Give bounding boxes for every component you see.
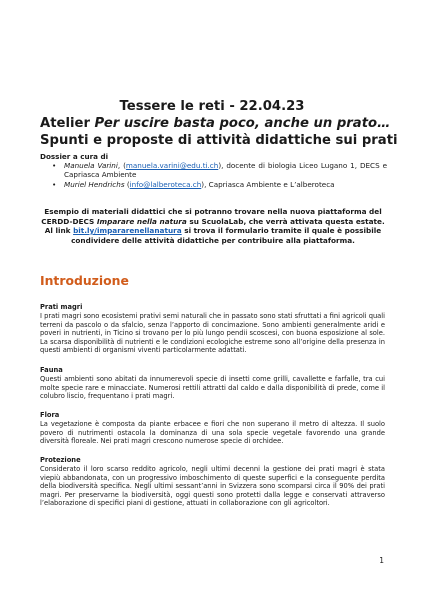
document-title — [40, 98, 398, 149]
platform-link[interactable]: bit.ly/impararenellanatura — [73, 226, 182, 235]
notice-part-2: su ScuolaLab, che verrà attivata questa estate. Al link — [44, 216, 385, 235]
section-text-flora: La vegetazione è composta da piante erbacee e fiori che non superano il metro di altezza. Il suolo povero di nutrimenti ostacola la dominanza di una sola specie vegetale favorendo una grande diversità floreale. Nei prati magri crescono numerose specie di orchidee. — [40, 420, 385, 446]
notice-part-3: si trova il formulario tramite il quale è possibile condividere delle attività didattiche per contribuire alla piattaforma. — [71, 226, 382, 245]
curator-item — [52, 180, 387, 189]
curator-email-link[interactable]: info@lalberoteca.ch — [129, 179, 202, 189]
notice-part-1: Esempio di materiali didattici che si potranno trovare nella nuova piattaforma del CERDD-DECS — [41, 207, 382, 226]
section-text-prati-magri: I prati magri sono ecosistemi prativi semi naturali che in passato sono stati sfruttati a fini agricoli quali terreni da pascolo o da sfalcio, senza l’apporto di concimazione. Sono ambienti generalmente aridi e poveri in nutrienti, in Ticino si trovano per lo più lungo pendii scoscesi, con buona esposizione al sole. La scarsa disponibilità di nutrienti e le condizioni ecologiche estreme sono all’origine della presenza in questi ambienti di organismi viventi particolarmente adattati. — [40, 312, 385, 355]
title-line-3: Spunti e proposte di attività didattiche sui prati — [40, 133, 398, 148]
curators-list — [52, 161, 387, 189]
section-text-fauna: Questi ambienti sono abitati da innumerevoli specie di insetti come grilli, cavallette e farfalle, tra cui molte specie rare e minacciate. Numerosi rettili attratti dal caldo e dalla disponibilità di prede, come il colubro liscio, frequentano i prati magri. — [40, 375, 385, 401]
section-title-prati-magri: Prati magri — [40, 303, 83, 311]
page-number: 1 — [379, 556, 384, 565]
bullet-icon: • — [52, 179, 57, 189]
bullet-icon: • — [52, 161, 57, 170]
title-line-2-prefix: Atelier — [40, 116, 95, 131]
notice-italic: Imparare nella natura — [96, 216, 187, 226]
section-title-fauna: Fauna — [40, 366, 63, 374]
curator-item — [52, 161, 387, 180]
curator-role: ), Capriasca Ambiente e L’alberoteca — [201, 179, 335, 189]
curator-email-link[interactable]: manuela.varini@edu.ti.ch — [125, 161, 219, 170]
curator-role: ), docente di biologia Liceo Lugano 1, DECS e Capriasca Ambiente — [64, 161, 388, 180]
section-title-protezione: Protezione — [40, 456, 81, 464]
section-text-protezione: Considerato il loro scarso reddito agricolo, negli ultimi decenni la gestione dei prati magri è stata viepiù abbandonata, con un progressivo imboschimento di queste superfici e la conseguente perdita della biodiversità specifica. Negli ultimi sessant’anni in Svizzera sono scomparsi circa il 90% dei prati magri. Per preservarne la biodiversità, oggi questi sono protetti dalla legge e conservati attraverso l’elaborazione di specifici piani di gestione, attuati in collaborazione con gli agricoltori. — [40, 465, 385, 508]
curator-pre: , ( — [117, 161, 126, 170]
title-line-1: Tessere le reti - 22.04.23 — [119, 99, 305, 114]
platform-notice — [40, 207, 386, 245]
curator-name: Muriel Hendrichs — [64, 179, 125, 189]
curators-label: Dossier a cura di — [40, 152, 109, 161]
curator-pre: ( — [124, 179, 130, 189]
title-line-2-italic: Per uscire basta poco, anche un prato… — [94, 116, 391, 131]
curator-name: Manuela Varini — [64, 161, 118, 170]
section-heading: Introduzione — [40, 273, 129, 288]
title-line-2 — [40, 115, 391, 132]
section-title-flora: Flora — [40, 411, 60, 419]
